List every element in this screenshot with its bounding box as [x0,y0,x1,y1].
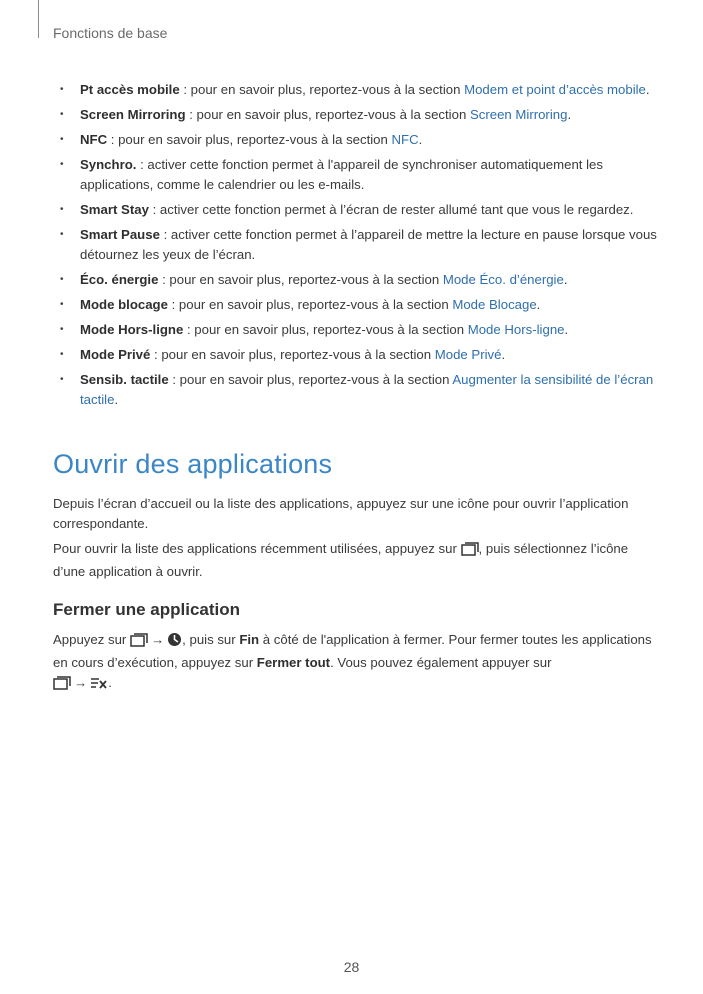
item-text: : activer cette fonction permet à l’écran de rester allumé tant que vous le regardez. [148,202,634,217]
bullet-icon: • [60,204,64,215]
section-link[interactable]: Mode Blocage [452,297,537,312]
item-term: Sensib. tactile [80,372,169,387]
page-number: 28 [343,959,360,975]
item-end: . [564,322,569,337]
item-end: . [567,107,572,122]
arrow-icon: → [150,632,165,647]
list-item [60,155,660,195]
item-term: Éco. énergie [80,272,159,287]
paragraph-text: , puis sur [182,632,240,647]
item-end: . [645,82,650,97]
bullet-icon: • [60,374,64,385]
bullet-icon: • [60,109,64,120]
list-item [60,270,660,290]
bullet-icon: • [60,229,64,240]
item-term: Pt accès mobile [80,82,180,97]
item-text: : pour en savoir plus, reportez-vous à la section [168,372,453,387]
list-item [60,130,660,150]
paragraph-text: . [108,675,112,690]
item-text: : pour en savoir plus, reportez-vous à la section [150,347,435,362]
bullet-icon: • [60,134,64,145]
settings-list [60,80,660,415]
bullet-icon: • [60,274,64,285]
bullet-icon: • [60,324,64,335]
item-term: Screen Mirroring [80,107,186,122]
item-text: : pour en savoir plus, reportez-vous à la section [107,132,392,147]
item-end: . [563,272,568,287]
item-term: Synchro. [80,157,137,172]
paragraph-text: Pour ouvrir la liste des applications récemment utilisées, appuyez sur [53,541,461,556]
item-term: NFC [80,132,108,147]
paragraph-text: . Vous pouvez également appuyer sur [330,655,552,670]
header-rule [38,0,39,38]
recent-apps-icon [130,633,148,653]
item-term: Mode blocage [80,297,168,312]
section-title: Ouvrir des applications [53,449,333,479]
item-text: : pour en savoir plus, reportez-vous à la section [158,272,443,287]
subsection-title: Fermer une application [53,600,241,619]
item-term: Smart Pause [80,227,160,242]
arrow-icon: → [74,675,88,690]
section-link[interactable]: Mode Hors-ligne [467,322,565,337]
item-term: Smart Stay [80,202,149,217]
list-item [60,345,660,365]
list-item [60,200,660,220]
item-text: : pour en savoir plus, reportez-vous à la section [185,107,470,122]
list-item [60,225,660,265]
list-item [60,370,660,410]
fermer-tout-label: Fermer tout [256,655,331,670]
item-end: . [418,132,423,147]
bullet-icon: • [60,349,64,360]
intro-paragraph: Depuis l’écran d’accueil ou la liste des applications, appuyez sur une icône pour ouvrir l’application correspondante. [53,496,629,531]
section-link[interactable]: Modem et point d’accès mobile [464,82,646,97]
section-link[interactable]: NFC [391,132,419,147]
item-text: : pour en savoir plus, reportez-vous à la section [179,82,465,97]
bullet-icon: • [60,159,64,170]
section-link[interactable]: Mode Privé [434,347,502,362]
recent-apps-icon [53,676,71,696]
close-all-icon [90,676,108,696]
item-end: . [536,297,541,312]
item-term: Mode Privé [80,347,151,362]
close-app-paragraph [53,630,653,696]
section-header: Fonctions de base [53,25,168,41]
list-item [60,295,660,315]
list-item [60,105,660,125]
item-text: : pour en savoir plus, reportez-vous à la section [183,322,468,337]
list-item [60,320,660,340]
recent-apps-paragraph [53,539,653,582]
recent-apps-icon [461,542,479,562]
item-text: : activer cette fonction permet à l’appareil de mettre la lecture en pause lorsque vous détournez les yeux de l’écran. [80,227,657,262]
item-text: : pour en savoir plus, reportez-vous à la section [167,297,453,312]
paragraph-text: , puis sélectionnez l’icône d’une application à ouvrir. [53,541,629,579]
section-link[interactable]: Mode Éco. d’énergie [442,272,564,287]
paragraph-text: Appuyez sur [53,632,130,647]
task-manager-icon [167,632,182,653]
section-link[interactable]: Screen Mirroring [469,107,568,122]
paragraph-text: à côté de l'application à fermer. Pour fermer toutes les applications en cours d’exécution, appuyez sur [53,632,652,670]
item-end: . [501,347,506,362]
section-link[interactable]: Augmenter la sensibilité de l’écran tactile [80,372,654,407]
bullet-icon: • [60,84,64,95]
item-end: . [114,392,119,407]
item-term: Mode Hors-ligne [80,322,184,337]
bullet-icon: • [60,299,64,310]
item-text: : activer cette fonction permet à l'appareil de synchroniser automatiquement les applications, comme le calendrier ou les e-mails. [80,157,603,192]
list-item [60,80,660,100]
fin-label: Fin [239,632,260,647]
